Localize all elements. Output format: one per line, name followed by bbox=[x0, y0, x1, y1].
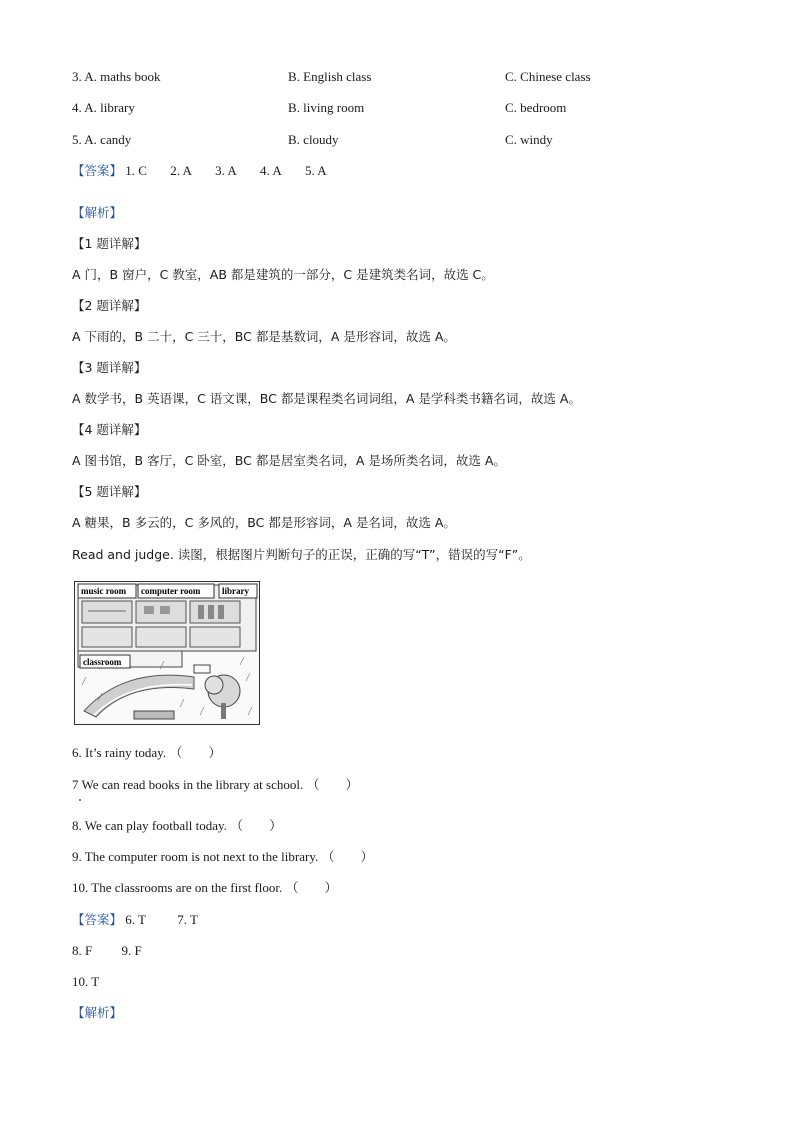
question-9: 9. The computer room is not next to the library. （ ） bbox=[72, 849, 374, 864]
answer-line-2 bbox=[72, 912, 218, 928]
options-row-3 bbox=[72, 69, 732, 85]
label-music-room: music room bbox=[81, 586, 127, 596]
option-b: B. living room bbox=[288, 100, 365, 115]
answer-item: 4. A bbox=[260, 163, 282, 178]
analysis-heading: 【解析】 bbox=[72, 205, 123, 220]
label-library: library bbox=[222, 586, 249, 596]
answer-line-4: 10. T bbox=[72, 974, 100, 989]
answer-item: 5. A bbox=[304, 163, 327, 178]
answer-item: 1. C bbox=[125, 163, 147, 178]
option-c: C. bedroom bbox=[505, 100, 567, 115]
option-a: 5. A. candy bbox=[72, 132, 132, 147]
detail-3-body: A 数学书，B 英语课，C 语文课，BC 都是课程类名词词组，A 是学科类书籍名词，故选 A。 bbox=[72, 391, 581, 406]
detail-4-body: A 图书馆，B 客厅，C 卧室，BC 都是居室类名词，A 是场所类名词，故选 A。 bbox=[72, 453, 506, 468]
speck bbox=[79, 799, 81, 801]
answer-item: 8. F bbox=[72, 943, 93, 958]
label-computer-room: computer room bbox=[141, 586, 201, 596]
school-illustration bbox=[74, 581, 260, 725]
instruction: Read and judge. 读图，根据图片判断句子的正误，正确的写“T”，错误的写“F”。 bbox=[72, 547, 531, 562]
question-7: 7 We can read books in the library at school. （ ） bbox=[72, 777, 359, 792]
detail-1-body: A 门，B 窗户，C 教室，AB 都是建筑的一部分，C 是建筑类名词，故选 C。 bbox=[72, 267, 494, 282]
question-6: 6. It’s rainy today. （ ） bbox=[72, 745, 222, 760]
options-row-4 bbox=[72, 100, 732, 116]
detail-5-body: A 糖果，B 多云的，C 多风的，BC 都是形容词，A 是名词，故选 A。 bbox=[72, 515, 456, 530]
option-b: B. cloudy bbox=[288, 132, 339, 147]
option-c: C. windy bbox=[505, 132, 553, 147]
answer-tag: 【答案】 bbox=[72, 912, 123, 927]
options-row-5 bbox=[72, 132, 732, 148]
option-a: 3. A. maths book bbox=[72, 69, 161, 84]
question-10: 10. The classrooms are on the first floor. （ ） bbox=[72, 880, 338, 895]
detail-2-body: A 下雨的，B 二十，C 三十，BC 都是基数词，A 是形容词，故选 A。 bbox=[72, 329, 456, 344]
answer-item: 6. T bbox=[125, 912, 146, 927]
answer-tag: 【答案】 bbox=[72, 163, 123, 178]
school-drawing bbox=[74, 581, 260, 725]
detail-5-heading: 【5 题详解】 bbox=[72, 484, 147, 499]
question-8: 8. We can play football today. （ ） bbox=[72, 818, 283, 833]
answer-item: 3. A bbox=[215, 163, 237, 178]
label-classroom: classroom bbox=[83, 657, 122, 667]
analysis-heading-2: 【解析】 bbox=[72, 1005, 123, 1020]
answer-line-1 bbox=[72, 163, 347, 179]
detail-3-heading: 【3 题详解】 bbox=[72, 360, 147, 375]
answer-line-3 bbox=[72, 943, 162, 959]
answer-item: 2. A bbox=[170, 163, 192, 178]
option-a: 4. A. library bbox=[72, 100, 135, 115]
detail-4-heading: 【4 题详解】 bbox=[72, 422, 147, 437]
answer-item: 9. F bbox=[121, 943, 142, 958]
option-c: C. Chinese class bbox=[505, 69, 591, 84]
detail-2-heading: 【2 题详解】 bbox=[72, 298, 147, 313]
answer-item: 7. T bbox=[177, 912, 198, 927]
detail-1-heading: 【1 题详解】 bbox=[72, 236, 147, 251]
option-b: B. English class bbox=[288, 69, 372, 84]
